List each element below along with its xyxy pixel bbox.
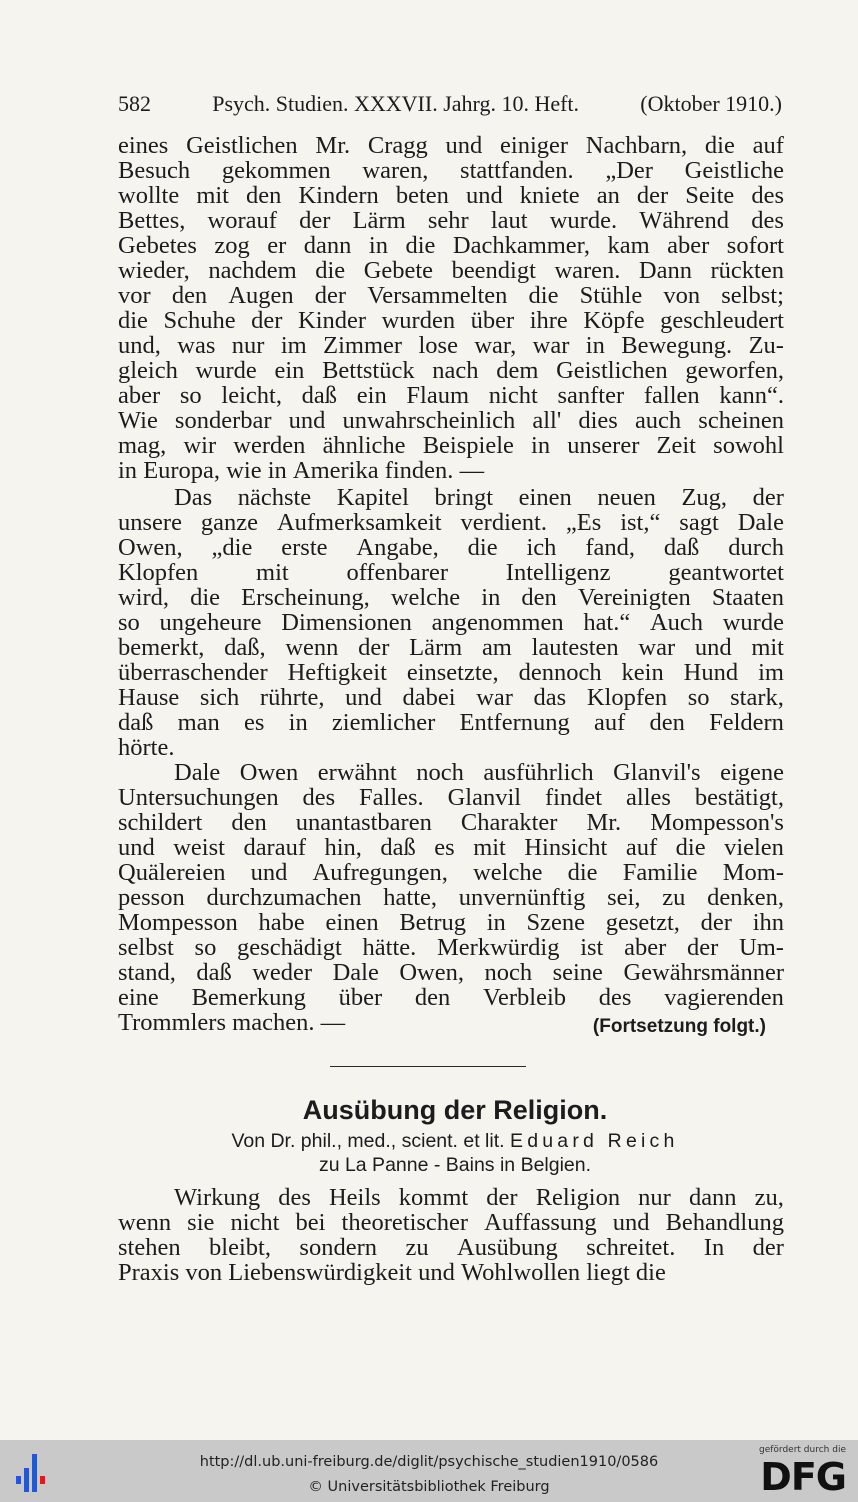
text-line: Owen, „die erste Angabe, die ich fand, daß durch bbox=[118, 534, 784, 561]
text-line: Hause sich rührte, und dabei war das Klopfen so stark, bbox=[118, 684, 784, 711]
dfg-caption: gefördert durch die bbox=[759, 1445, 846, 1455]
text-line: in Europa, wie in Amerika finden. — bbox=[118, 457, 485, 484]
paragraph-3 bbox=[118, 760, 784, 1035]
text-line: pesson durchzumachen hatte, unvernünftig sei, zu denken, bbox=[118, 884, 784, 911]
text-line: eine Bemerkung über den Verbleib des vagierenden bbox=[118, 984, 784, 1011]
article-byline bbox=[0, 1128, 858, 1154]
author-name: Eduard Reich bbox=[509, 1130, 679, 1152]
text-line: die Schuhe der Kinder wurden über ihre Köpfe geschleudert bbox=[118, 307, 784, 334]
text-line: mag, wir werden ähnliche Beispiele in unserer Zeit sowohl bbox=[118, 432, 784, 459]
text-line: Untersuchungen des Falles. Glanvil findet alles bestätigt, bbox=[118, 784, 784, 811]
issue-date: (Oktober 1910.) bbox=[640, 91, 782, 116]
text-line: Besuch gekommen waren, stattfanden. „Der Geistliche bbox=[118, 157, 784, 184]
text-line: Trommlers machen. — bbox=[118, 1009, 346, 1036]
text-line: aber so leicht, daß ein Flaum nicht sanfter fallen kann“. bbox=[118, 382, 784, 409]
text-line: überraschender Heftigkeit einsetzte, dennoch kein Hund im bbox=[118, 659, 784, 686]
text-line: daß man es in ziemlicher Entfernung auf den Feldern bbox=[118, 709, 784, 736]
author-location: zu La Panne - Bains in Belgien. bbox=[318, 1154, 592, 1176]
copyright-notice: © Universitätsbibliothek Freiburg bbox=[308, 1479, 550, 1495]
text-line: Wie sonderbar und unwahrscheinlich all' dies auch scheinen bbox=[118, 407, 784, 434]
text-line: schildert den unantastbaren Charakter Mr. Mompesson's bbox=[118, 809, 784, 836]
footer-bar bbox=[0, 1440, 858, 1502]
text-line: hörte. bbox=[118, 734, 175, 761]
journal-title: Psych. Studien. XXXVII. Jahrg. 10. Heft. bbox=[212, 91, 580, 116]
text-line: Dale Owen erwähnt noch ausführlich Glanvil's eigene bbox=[174, 759, 784, 786]
source-url-link[interactable]: http://dl.ub.uni-freiburg.de/diglit/psychische_studien1910/0586 bbox=[199, 1454, 659, 1470]
text-line: Praxis von Liebenswürdigkeit und Wohlwollen liegt die bbox=[118, 1259, 666, 1286]
text-line: so ungeheure Dimensionen angenommen hat.“ Auch wurde bbox=[118, 609, 784, 636]
text-line: Wirkung des Heils kommt der Religion nur dann zu, bbox=[174, 1184, 784, 1211]
paragraph-4 bbox=[118, 1185, 784, 1285]
text-line: eines Geistlichen Mr. Cragg und einiger Nachbarn, die auf bbox=[118, 132, 784, 159]
text-line: wieder, nachdem die Gebete beendigt waren. Dann rückten bbox=[118, 257, 784, 284]
text-line: und, was nur im Zimmer lose war, war in Bewegung. Zu- bbox=[118, 332, 784, 359]
text-line: stand, daß weder Dale Owen, noch seine Gewährsmänner bbox=[118, 959, 784, 986]
byline-prefix: Von Dr. phil., med., scient. et lit. bbox=[231, 1130, 505, 1152]
text-line: bemerkt, daß, wenn der Lärm am lautesten war und mit bbox=[118, 634, 784, 661]
text-line: wenn sie nicht bei theoretischer Auffassung und Behandlung bbox=[118, 1209, 784, 1236]
article-title: Ausübung der Religion. bbox=[302, 1095, 608, 1125]
text-line: wollte mit den Kindern beten und kniete an der Seite des bbox=[118, 182, 784, 209]
paragraph-2 bbox=[118, 485, 784, 760]
text-line: Das nächste Kapitel bringt einen neuen Zug, der bbox=[174, 484, 784, 511]
section-divider bbox=[330, 1066, 526, 1067]
running-head bbox=[118, 86, 782, 122]
text-line: Bettes, worauf der Lärm sehr laut wurde. Während des bbox=[118, 207, 784, 234]
text-line: vor den Augen der Versammelten die Stühle von selbst; bbox=[118, 282, 784, 309]
text-line: gleich wurde ein Bettstück nach dem Geistlichen geworfen, bbox=[118, 357, 784, 384]
text-line: und weist darauf hin, daß es mit Hinsicht auf die vielen bbox=[118, 834, 784, 861]
text-line: Klopfen mit offenbarer Intelligenz geantwortet bbox=[118, 559, 784, 586]
text-line: Gebetes zog er dann in die Dachkammer, kam aber sofort bbox=[118, 232, 784, 259]
text-line: wird, die Erscheinung, welche in den Vereinigten Staaten bbox=[118, 584, 784, 611]
continuation-note: (Fortsetzung folgt.) bbox=[592, 1016, 766, 1037]
text-line: selbst so geschädigt hätte. Merkwürdig ist aber der Um- bbox=[118, 934, 784, 961]
text-line: unsere ganze Aufmerksamkeit verdient. „Es ist,“ sagt Dale bbox=[118, 509, 784, 536]
text-line: Mompesson habe einen Betrug in Szene gesetzt, der ihn bbox=[118, 909, 784, 936]
page-number: 582 bbox=[118, 91, 151, 116]
dfg-logo: DFG bbox=[760, 1455, 846, 1499]
text-line: Quälereien und Aufregungen, welche die Familie Mom- bbox=[118, 859, 784, 886]
text-line: stehen bleibt, sondern zu Ausübung schreitet. In der bbox=[118, 1234, 784, 1261]
paragraph-1 bbox=[118, 133, 784, 483]
